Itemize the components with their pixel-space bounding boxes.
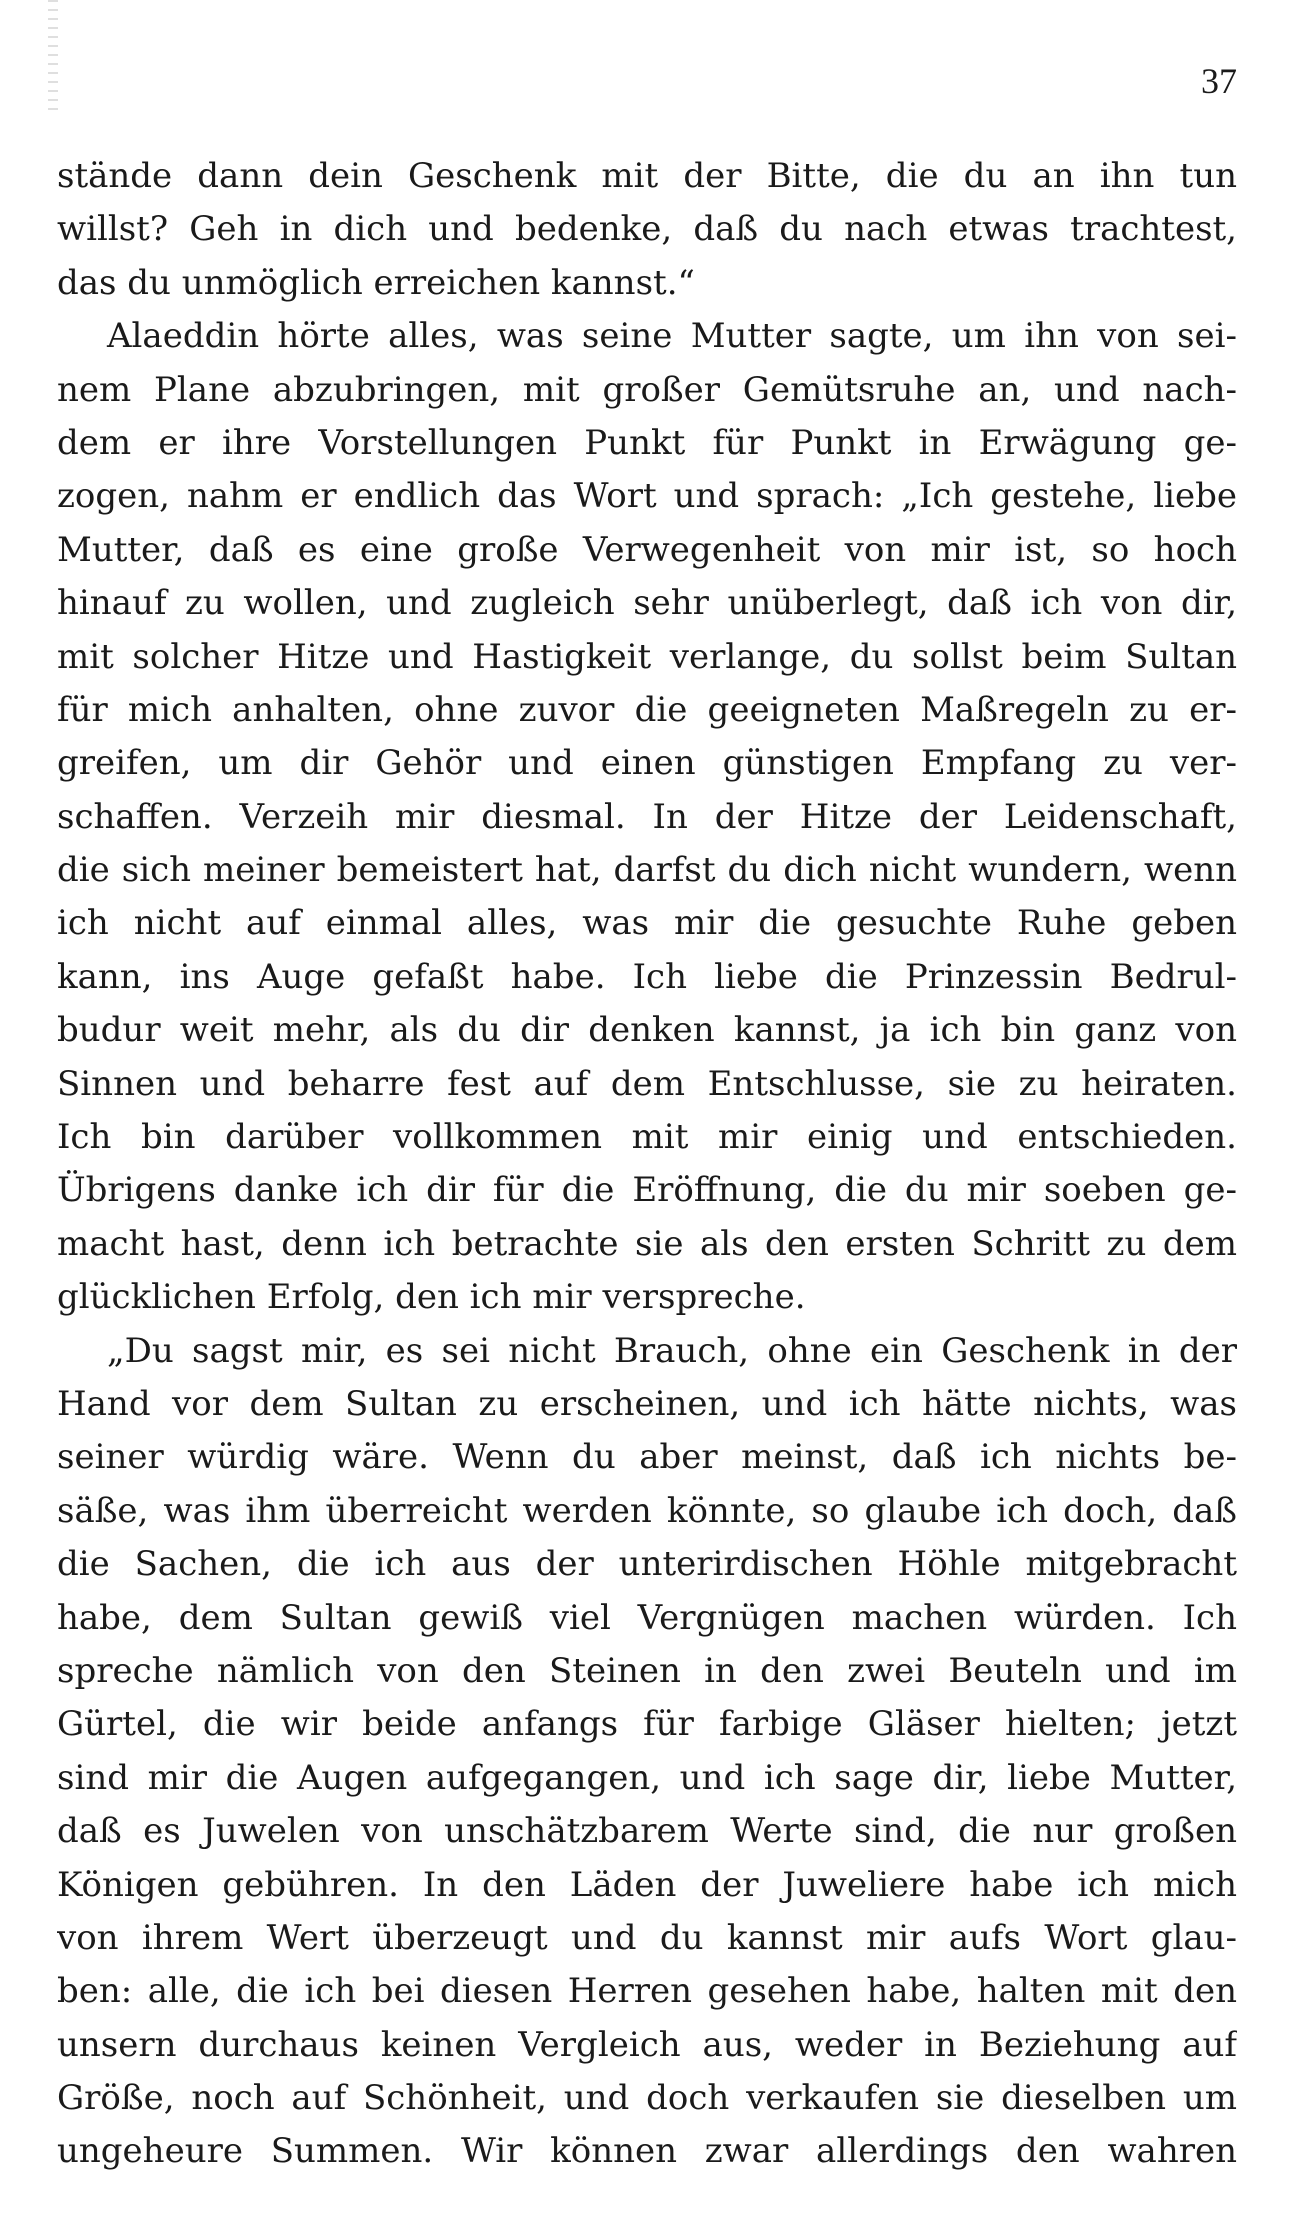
text-line: hinauf zu wollen, und zugleich sehr unüberlegt, daß ich von dir, xyxy=(57,583,1237,624)
text-line: die Sachen, die ich aus der unterirdischen Höhle mitgebracht xyxy=(57,1544,1237,1585)
text-line: ich nicht auf einmal alles, was mir die gesuchte Ruhe geben xyxy=(57,903,1237,944)
text-line: daß es Juwelen von unschätzbarem Werte sind, die nur großen xyxy=(57,1811,1237,1852)
text-line: seiner würdig wäre. Wenn du aber meinst, daß ich nichts be- xyxy=(57,1437,1237,1478)
text-line: Alaeddin hörte alles, was seine Mutter sagte, um ihn von sei- xyxy=(107,316,1237,357)
text-line: budur weit mehr, als du dir denken kannst, ja ich bin ganz von xyxy=(57,1010,1237,1051)
text-line: die sich meiner bemeistert hat, darfst du dich nicht wundern, wenn xyxy=(57,850,1237,891)
text-line: „Du sagst mir, es sei nicht Brauch, ohne ein Geschenk in der xyxy=(107,1330,1237,1371)
text-line: Übrigens danke ich dir für die Eröffnung, die du mir soeben ge- xyxy=(57,1170,1237,1211)
text-line: willst? Geh in dich und bedenke, daß du nach etwas trachtest, xyxy=(57,209,1237,250)
text-line: kann, ins Auge gefaßt habe. Ich liebe die Prinzessin Bedrul- xyxy=(57,956,1237,997)
text-line: stände dann dein Geschenk mit der Bitte, die du an ihn tun xyxy=(57,156,1237,196)
text-line: Ich bin darüber vollkommen mit mir einig und entschieden. xyxy=(57,1117,1237,1158)
text-line: Gürtel, die wir beide anfangs für farbige Gläser hielten; jetzt xyxy=(57,1704,1237,1745)
text-line: mit solcher Hitze und Hastigkeit verlange, du sollst beim Sultan xyxy=(57,636,1237,677)
text-line: das du unmöglich erreichen kannst.“ xyxy=(57,262,695,303)
text-line: Königen gebühren. In den Läden der Juweliere habe ich mich xyxy=(57,1864,1237,1905)
text-line: greifen, um dir Gehör und einen günstigen Empfang zu ver- xyxy=(57,743,1237,784)
text-line: unsern durchaus keinen Vergleich aus, weder in Beziehung auf xyxy=(57,2024,1237,2065)
text-line: schaffen. Verzeih mir diesmal. In der Hitze der Leidenschaft, xyxy=(57,796,1237,837)
text-line: säße, was ihm überreicht werden könnte, so glaube ich doch, daß xyxy=(57,1490,1237,1531)
text-line: für mich anhalten, ohne zuvor die geeigneten Maßregeln zu er- xyxy=(57,689,1237,730)
text-line: Mutter, daß es eine große Verwegenheit von mir ist, so hoch xyxy=(57,529,1237,570)
text-line: von ihrem Wert überzeugt und du kannst mir aufs Wort glau- xyxy=(57,1917,1237,1958)
page-number: 37 xyxy=(1201,61,1237,101)
text-line: ben: alle, die ich bei diesen Herren gesehen habe, halten mit den xyxy=(57,1971,1237,2012)
text-line: ungeheure Summen. Wir können zwar allerdings den wahren xyxy=(57,2131,1237,2172)
text-line: Größe, noch auf Schönheit, und doch verkaufen sie dieselben um xyxy=(57,2078,1237,2119)
text-line: glücklichen Erfolg, den ich mir verspreche. xyxy=(57,1277,806,1318)
text-line: macht hast, denn ich betrachte sie als den ersten Schritt zu dem xyxy=(57,1223,1237,1264)
text-line: zogen, nahm er endlich das Wort und sprach: „Ich gestehe, liebe xyxy=(57,476,1237,517)
scan-artifact xyxy=(48,0,58,110)
text-line: Sinnen und beharre fest auf dem Entschlusse, sie zu heiraten. xyxy=(57,1063,1237,1104)
text-line: spreche nämlich von den Steinen in den zwei Beuteln und im xyxy=(57,1650,1237,1691)
text-line: sind mir die Augen aufgegangen, und ich sage dir, liebe Mutter, xyxy=(57,1757,1237,1798)
body-text xyxy=(57,150,1237,2179)
text-line: dem er ihre Vorstellungen Punkt für Punkt in Erwägung ge- xyxy=(57,422,1237,463)
text-line: Hand vor dem Sultan zu erscheinen, und ich hätte nichts, was xyxy=(57,1383,1237,1424)
text-line: nem Plane abzubringen, mit großer Gemütsruhe an, und nach- xyxy=(57,369,1237,410)
text-line: habe, dem Sultan gewiß viel Vergnügen machen würden. Ich xyxy=(57,1597,1237,1638)
